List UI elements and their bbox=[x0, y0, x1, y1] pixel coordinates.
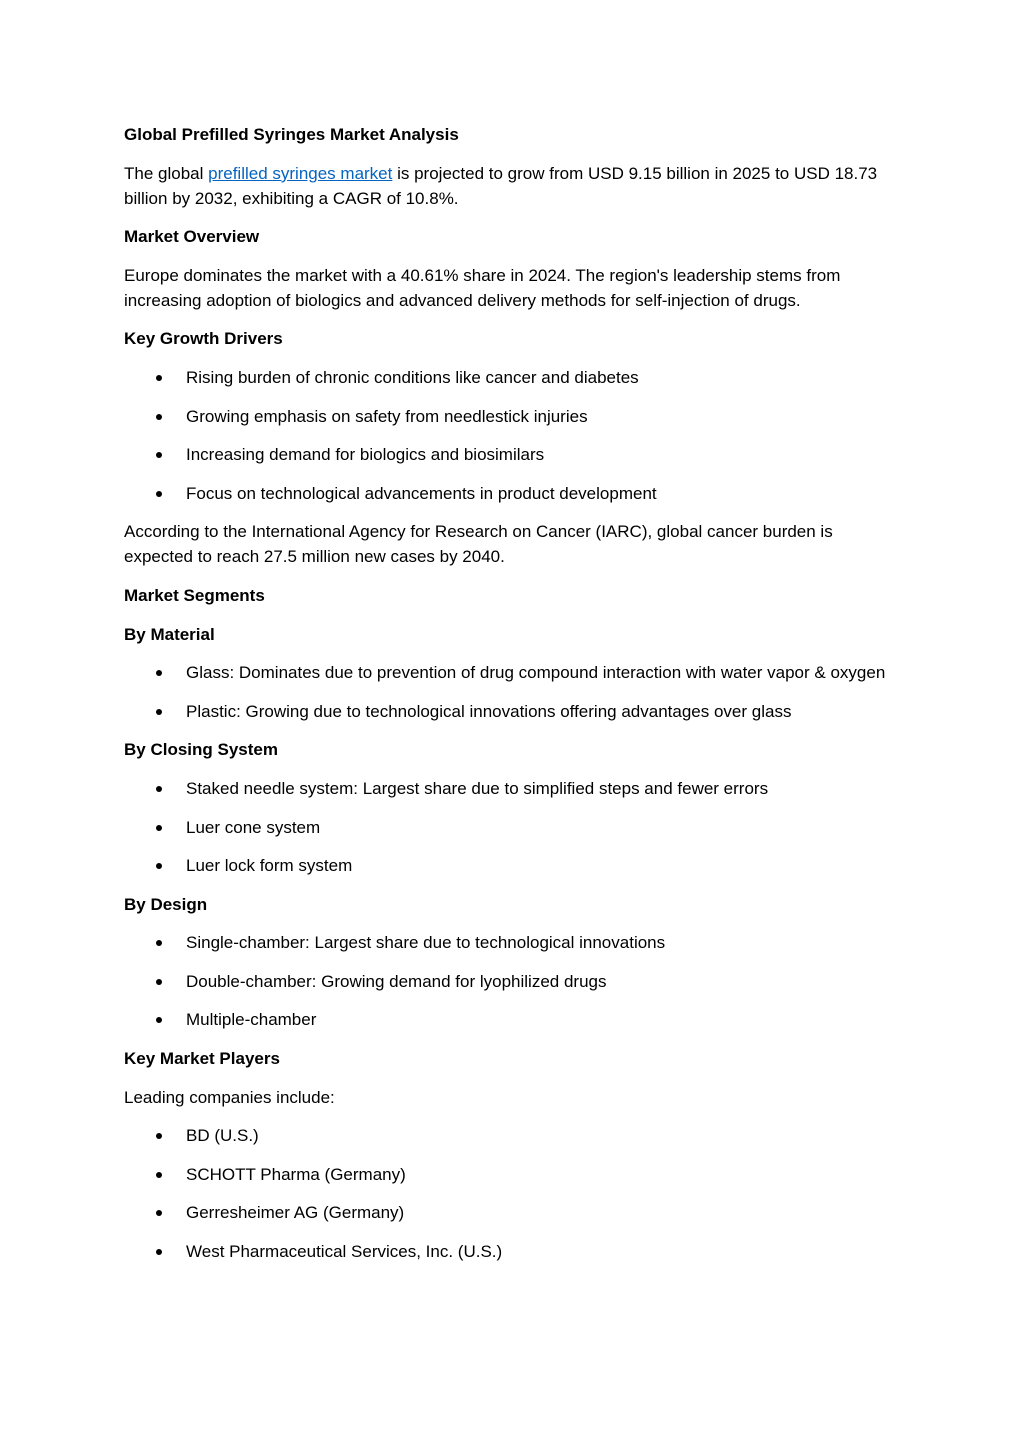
list-item-text: Focus on technological advancements in product development bbox=[186, 483, 657, 503]
list-item-text: Glass: Dominates due to prevention of drug compound interaction with water vapor & oxygen bbox=[186, 663, 886, 683]
bullet-icon bbox=[156, 452, 162, 458]
bullet-icon bbox=[156, 491, 162, 497]
material-list bbox=[124, 660, 894, 724]
list-item bbox=[124, 969, 894, 994]
list-item bbox=[124, 660, 894, 685]
list-item-text: Gerresheimer AG (Germany) bbox=[186, 1203, 405, 1223]
list-item bbox=[124, 442, 894, 467]
bullet-icon bbox=[156, 1017, 162, 1023]
list-item bbox=[124, 1007, 894, 1032]
list-item bbox=[124, 481, 894, 506]
list-item bbox=[124, 1239, 894, 1264]
list-item bbox=[124, 815, 894, 840]
by-material-heading: By Material bbox=[124, 624, 215, 644]
list-item-text: Luer lock form system bbox=[186, 856, 353, 876]
bullet-icon bbox=[156, 414, 162, 420]
by-design-heading: By Design bbox=[124, 894, 208, 914]
players-intro: Leading companies include: bbox=[124, 1087, 335, 1107]
list-item bbox=[124, 365, 894, 390]
list-item-text: Double-chamber: Growing demand for lyophilized drugs bbox=[186, 971, 607, 991]
list-item-text: Rising burden of chronic conditions like cancer and diabetes bbox=[186, 367, 639, 387]
list-item-text: Staked needle system: Largest share due to simplified steps and fewer errors bbox=[186, 778, 769, 798]
bullet-icon bbox=[156, 670, 162, 676]
growth-drivers-heading: Key Growth Drivers bbox=[124, 329, 283, 349]
list-item bbox=[124, 853, 894, 878]
intro-suffix: is projected to grow from USD 9.15 billion in 2025 to USD 18.73 billion by 2032, exhibiting a CAGR of 10.8%. bbox=[124, 163, 878, 208]
list-item bbox=[124, 404, 894, 429]
list-item-text: Growing emphasis on safety from needlestick injuries bbox=[186, 406, 588, 426]
bullet-icon bbox=[156, 863, 162, 869]
list-item bbox=[124, 776, 894, 801]
list-item-text: Single-chamber: Largest share due to technological innovations bbox=[186, 933, 666, 953]
document-title: Global Prefilled Syringes Market Analysis bbox=[124, 125, 459, 144]
list-item bbox=[124, 930, 894, 955]
list-item-text: Luer cone system bbox=[186, 817, 321, 837]
market-overview-text: Europe dominates the market with a 40.61% share in 2024. The region's leadership stems from increasing adoption of biologics and advanced delivery methods for self-injection of drugs. bbox=[124, 265, 841, 310]
list-item bbox=[124, 1123, 894, 1148]
design-list bbox=[124, 930, 894, 1032]
bullet-icon bbox=[156, 1172, 162, 1178]
bullet-icon bbox=[156, 375, 162, 381]
players-list bbox=[124, 1123, 894, 1264]
bullet-icon bbox=[156, 1249, 162, 1255]
bullet-icon bbox=[156, 825, 162, 831]
list-item-text: Multiple-chamber bbox=[186, 1010, 317, 1030]
document-body bbox=[124, 122, 894, 1278]
list-item-text: West Pharmaceutical Services, Inc. (U.S.) bbox=[186, 1242, 503, 1262]
bullet-icon bbox=[156, 1210, 162, 1216]
list-item-text: SCHOTT Pharma (Germany) bbox=[186, 1164, 406, 1184]
closing-system-list bbox=[124, 776, 894, 878]
list-item bbox=[124, 1162, 894, 1187]
iarc-note: According to the International Agency for Research on Cancer (IARC), global cancer burden is expected to reach 27.5 million new cases by 2040. bbox=[124, 522, 833, 567]
bullet-icon bbox=[156, 786, 162, 792]
key-market-players-heading: Key Market Players bbox=[124, 1049, 280, 1069]
bullet-icon bbox=[156, 979, 162, 985]
growth-drivers-list bbox=[124, 365, 894, 506]
market-overview-heading: Market Overview bbox=[124, 227, 260, 247]
market-segments-heading: Market Segments bbox=[124, 585, 265, 605]
list-item bbox=[124, 699, 894, 724]
bullet-icon bbox=[156, 1133, 162, 1139]
bullet-icon bbox=[156, 709, 162, 715]
intro-paragraph bbox=[124, 161, 894, 211]
list-item-text: Plastic: Growing due to technological innovations offering advantages over glass bbox=[186, 701, 792, 721]
list-item-text: BD (U.S.) bbox=[186, 1126, 259, 1146]
list-item-text: Increasing demand for biologics and biosimilars bbox=[186, 445, 545, 465]
by-closing-system-heading: By Closing System bbox=[124, 740, 278, 760]
prefilled-syringes-market-link[interactable]: prefilled syringes market bbox=[208, 163, 393, 183]
intro-prefix: The global bbox=[124, 163, 209, 183]
list-item bbox=[124, 1200, 894, 1225]
bullet-icon bbox=[156, 940, 162, 946]
